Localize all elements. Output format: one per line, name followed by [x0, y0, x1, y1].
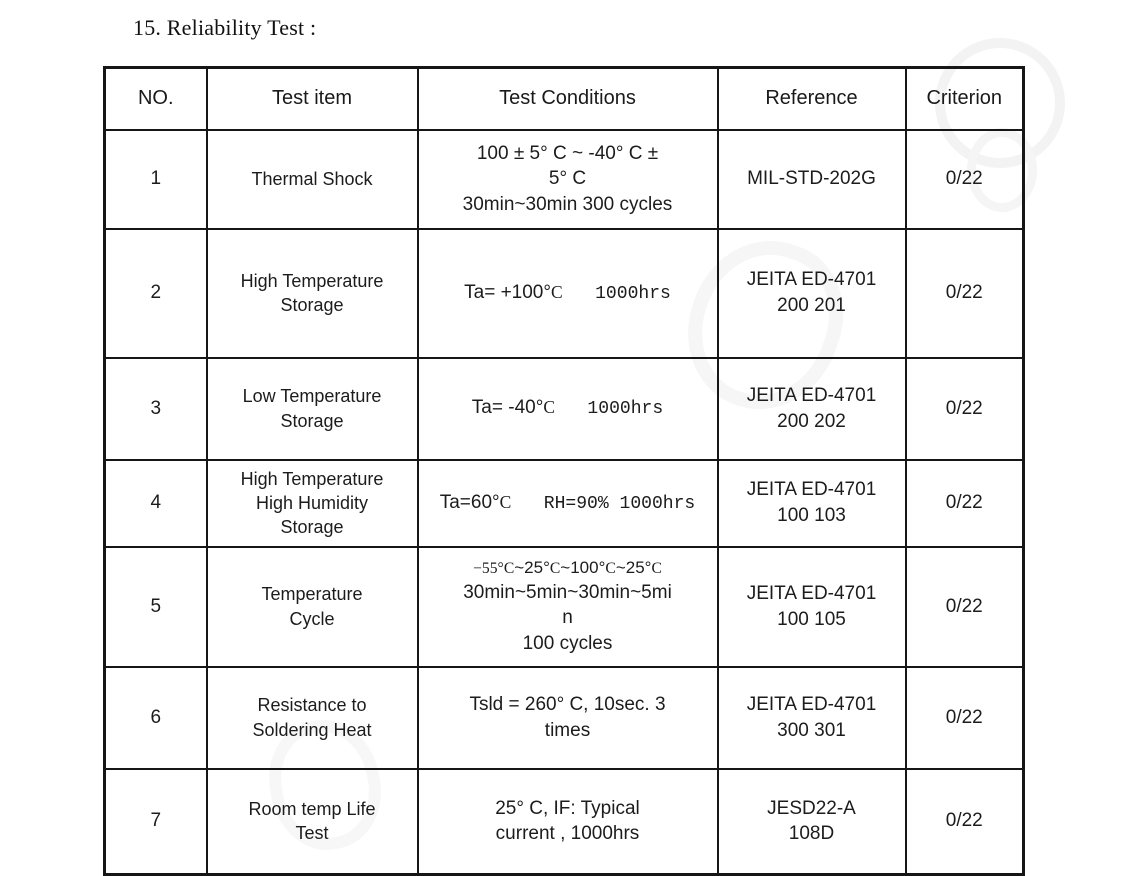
test-conditions-line: [425, 605, 711, 631]
conditions-text-segment: n: [562, 607, 573, 629]
test-item-line: Temperature: [261, 584, 363, 605]
reference-line: JEITA ED-4701: [746, 384, 877, 406]
cell-reference: [718, 229, 906, 358]
reference-line: 100 105: [777, 608, 846, 630]
test-item-line: High Humidity: [255, 492, 369, 513]
conditions-text-segment: Tsld = 260° C, 10sec. 3: [469, 693, 666, 715]
test-conditions-line: [425, 796, 711, 822]
test-conditions-line: [425, 821, 711, 847]
conditions-text-segment: 30min~5min~30min~5mi: [463, 581, 672, 603]
cell-test-item: [207, 130, 418, 229]
test-conditions-line: [425, 631, 711, 657]
cell-test-item: [207, 769, 418, 875]
test-item-line: Storage: [280, 410, 344, 431]
cell-criterion: 0/22: [906, 229, 1024, 358]
table-row: [105, 130, 1024, 229]
reference-line: 100 103: [777, 505, 846, 526]
reference-line: JEITA ED-4701: [746, 269, 877, 291]
test-conditions-line: [425, 490, 711, 516]
conditions-text-segment: 30min~30min 300 cycles: [462, 193, 673, 215]
cell-criterion: 0/22: [906, 667, 1024, 769]
conditions-text-segment: C: [549, 559, 561, 577]
test-item-line: Cycle: [289, 608, 335, 629]
cell-no: 7: [105, 769, 207, 875]
conditions-text-segment: ~25°: [615, 557, 652, 577]
cell-reference: [718, 769, 906, 875]
conditions-text-segment: C: [550, 281, 563, 302]
cell-test-item: [207, 547, 418, 667]
conditions-text-segment: ~100°: [560, 557, 606, 577]
cell-reference: [718, 358, 906, 460]
test-item-line: Test: [295, 823, 329, 844]
cell-criterion: 0/22: [906, 547, 1024, 667]
conditions-text-segment: Ta= -40°: [471, 397, 544, 419]
reference-line: MIL-STD-202G: [747, 168, 876, 190]
cell-test-conditions: [418, 130, 718, 229]
conditions-text-segment: current , 1000hrs: [495, 823, 640, 845]
reference-line: 200 202: [777, 410, 846, 432]
conditions-text-segment: 1000hrs: [562, 283, 671, 304]
cell-test-item: [207, 229, 418, 358]
test-item-line: Low Temperature: [242, 386, 382, 407]
test-conditions-line: [425, 692, 711, 718]
cell-test-conditions: [418, 667, 718, 769]
test-item-line: High Temperature: [240, 468, 384, 489]
cell-test-conditions: [418, 460, 718, 547]
cell-test-item: [207, 358, 418, 460]
cell-test-conditions: [418, 769, 718, 875]
conditions-text-segment: ~25°: [514, 557, 550, 577]
cell-criterion: 0/22: [906, 460, 1024, 547]
reference-line: JEITA ED-4701: [746, 479, 877, 501]
test-conditions-line: [425, 557, 711, 580]
test-conditions-line: [425, 141, 711, 167]
test-item-line: Resistance to: [257, 695, 367, 716]
conditions-text-segment: C: [543, 397, 555, 418]
conditions-text-segment: C: [651, 559, 662, 577]
test-item-line: Storage: [280, 295, 344, 315]
reference-line: JEITA ED-4701: [746, 693, 877, 715]
cell-reference: [718, 667, 906, 769]
cell-test-conditions: [418, 547, 718, 667]
header-cell-criterion: Criterion: [906, 68, 1024, 130]
table-row: [105, 667, 1024, 769]
conditions-text-segment: Ta= +100°: [464, 281, 551, 303]
conditions-text-segment: 1000hrs: [554, 399, 664, 420]
cell-no: 4: [105, 460, 207, 547]
reference-line: 300 301: [777, 719, 846, 741]
table-row: [105, 229, 1024, 358]
cell-no: 5: [105, 547, 207, 667]
cell-test-item: [207, 667, 418, 769]
cell-reference: [718, 547, 906, 667]
test-conditions-line: [425, 192, 711, 218]
reference-line: JESD22-A: [767, 797, 856, 819]
cell-no: 2: [105, 229, 207, 358]
reference-line: 200 201: [777, 295, 846, 316]
reference-line: 108D: [788, 823, 835, 845]
test-conditions-line: [425, 580, 711, 606]
header-cell-reference: Reference: [718, 68, 906, 130]
cell-reference: [718, 130, 906, 229]
test-conditions-line: [425, 395, 711, 421]
table-row: [105, 769, 1024, 875]
cell-criterion: 0/22: [906, 130, 1024, 229]
conditions-text-segment: −55°: [473, 559, 504, 577]
header-cell-test-item: Test item: [207, 68, 418, 130]
conditions-text-segment: RH=90% 1000hrs: [511, 493, 696, 514]
header-cell-test-conditions: Test Conditions: [418, 68, 718, 130]
cell-criterion: 0/22: [906, 769, 1024, 875]
table-row: [105, 358, 1024, 460]
test-item-line: Soldering Heat: [252, 719, 372, 740]
cell-no: 6: [105, 667, 207, 769]
conditions-text-segment: 100 cycles: [522, 632, 613, 654]
conditions-text-segment: 25° C, IF: Typical: [495, 797, 640, 819]
page-title: 15. Reliability Test :: [133, 15, 317, 40]
test-item-line: Thermal Shock: [251, 168, 373, 189]
conditions-text-segment: C: [499, 491, 512, 512]
conditions-text-segment: 100 ± 5° C ~ -40° C ±: [476, 142, 659, 164]
test-conditions-line: [425, 718, 711, 744]
reliability-test-table: [103, 66, 1025, 876]
conditions-text-segment: Ta=60°: [439, 491, 500, 513]
test-conditions-line: [425, 280, 711, 306]
cell-test-conditions: [418, 229, 718, 358]
cell-test-conditions: [418, 358, 718, 460]
cell-test-item: [207, 460, 418, 547]
header-row: [105, 68, 1024, 130]
table-row: [105, 460, 1024, 547]
cell-criterion: 0/22: [906, 358, 1024, 460]
test-conditions-line: [425, 166, 711, 192]
test-item-line: High Temperature: [240, 270, 384, 291]
header-cell-no: NO.: [105, 68, 207, 130]
table-body: [105, 130, 1024, 875]
test-item-line: Room temp Life: [248, 798, 376, 819]
conditions-text-segment: C: [503, 559, 515, 577]
conditions-text-segment: 5° C: [548, 168, 587, 190]
test-item-line: Storage: [280, 517, 344, 538]
conditions-text-segment: C: [605, 559, 616, 577]
cell-no: 1: [105, 130, 207, 229]
cell-reference: [718, 460, 906, 547]
cell-no: 3: [105, 358, 207, 460]
conditions-text-segment: times: [544, 719, 591, 741]
reference-line: JEITA ED-4701: [746, 582, 877, 604]
table-row: [105, 547, 1024, 667]
